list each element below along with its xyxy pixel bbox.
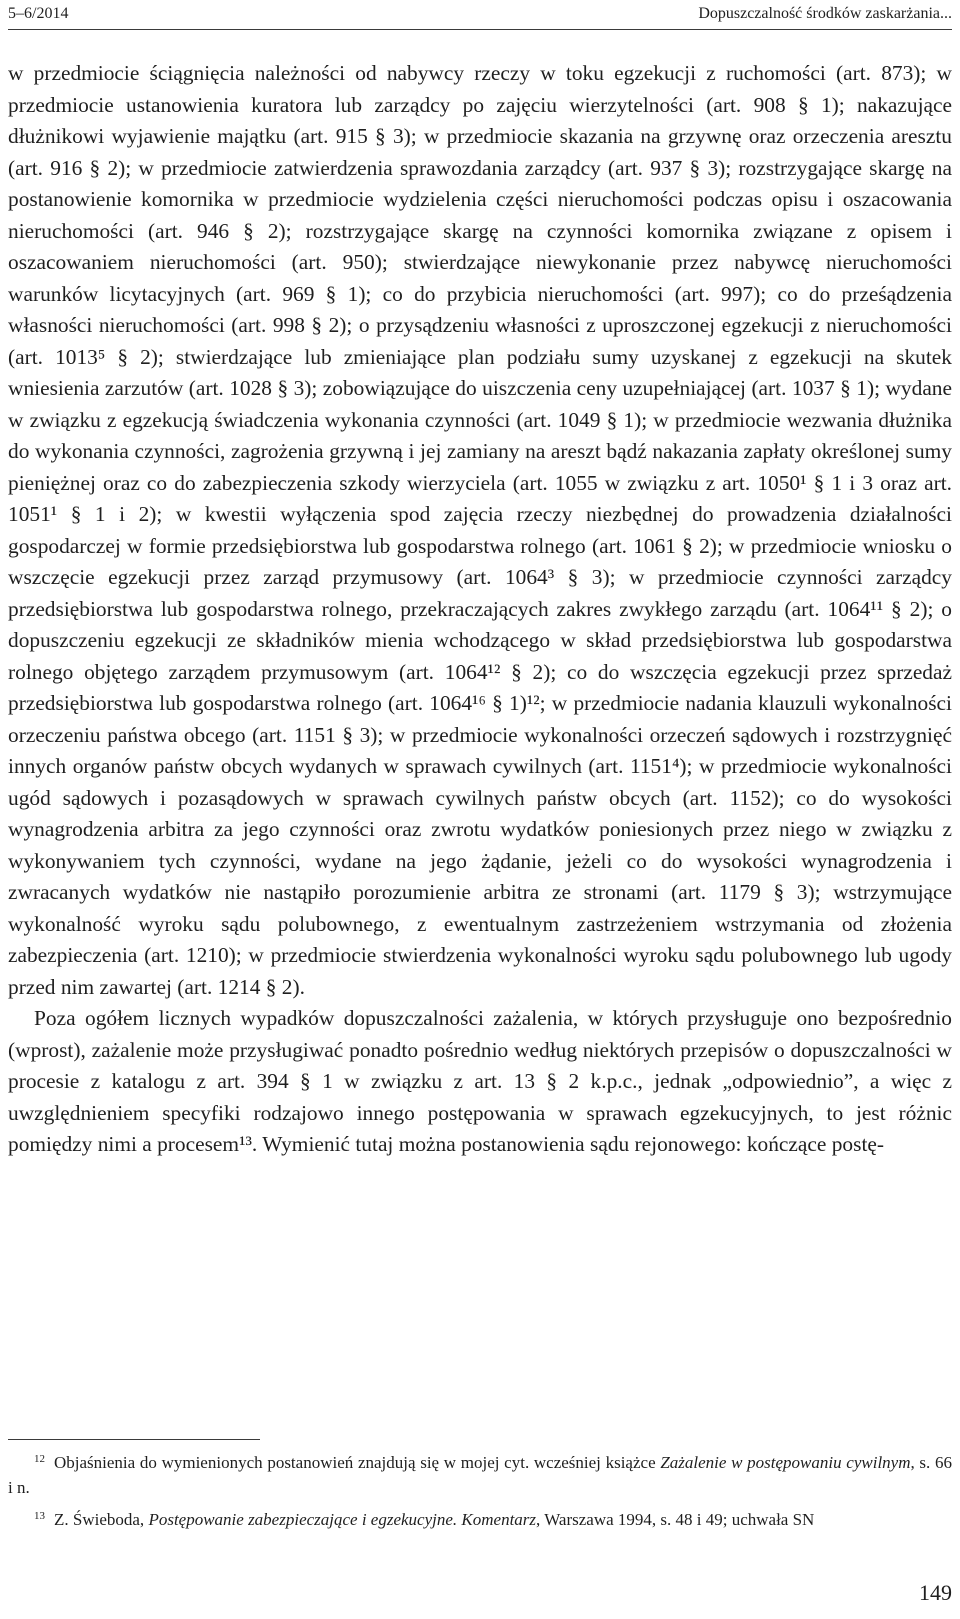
issue-number: 5–6/2014: [8, 5, 69, 22]
footnote-mark: 13: [34, 1510, 45, 1522]
running-header: [8, 0, 952, 30]
footnote-12: [8, 1447, 952, 1500]
footnote-separator: [8, 1439, 260, 1440]
main-text: [8, 58, 952, 1161]
footnote-text: , s. 66 i n.: [8, 1453, 952, 1497]
footnote-13: [8, 1504, 952, 1532]
footnote-text: , Warszawa 1994, s. 48 i 49; uchwała SN: [536, 1510, 815, 1529]
page-number: 149: [919, 1580, 952, 1605]
paragraph-1: w przedmiocie ściągnięcia należności od nabywcy rzeczy w toku egzekucji z ruchomości (art. 873); w przedmiocie ustanowienia kuratora lub zarządcy po zajęciu wierzytelności (art. 908 § 1); nakazujące dłużnikowi wyjawienie majątku (art. 915 § 3); w przedmiocie skazania na grzywnę oraz orzeczenia aresztu (art. 916 § 2); w przedmiocie zatwierdzenia sprawozdania zarządcy (art. 937 § 3); rozstrzygające skargę na postanowienie komornika w przedmiocie wydzielenia części nieruchomości podczas opisu i oszacowania nieruchomości (art. 946 § 2); rozstrzygające skargę na czynności komornika związane z opisem i oszacowaniem nieruchomości (art. 950); stwierdzające niewykonanie przez nabywcę nieruchomości warunków licytacyjnych (art. 969 § 1); co do przybicia nieruchomości (art. 997); co do prześądzenia własności nieruchomości (art. 998 § 2); o przysądzeniu własności z uproszczonej egzekucji z nieruchomości (art. 1013⁵ § 2); stwierdzające lub zmieniające plan podziału sumy uzyskanej z egzekucji na skutek wniesienia zarzutów (art. 1028 § 3); zobowiązujące do uiszczenia ceny uzupełniającej (art. 1037 § 1); wydane w związku z egzekucją świadczenia wykonania czynności (art. 1049 § 1); w przedmiocie wezwania dłużnika do wykonania czynności, zagrożenia grzywną i jej zamiany na areszt bądź nakazania zapłaty określonej sumy pieniężnej oraz co do zabezpieczenia szkody wierzyciela (art. 1055 w związku z art. 1050¹ § 1 i 3 oraz art. 1051¹ § 1 i 2); w kwestii wyłączenia spod zajęcia rzeczy niezbędnej do prowadzenia działalności gospodarczej w formie przedsiębiorstwa lub gospodarstwa rolnego (art. 1061 § 2); w przedmiocie wniosku o wszczęcie egzekucji przez zarząd przymusowy (art. 1064³ § 3); w przedmiocie czynności zarządcy przedsiębiorstwa lub gospodarstwa rolnego, przekraczających zakres zwykłego zarządu (art. 1064¹¹ § 2); o dopuszczeniu egzekucji ze składników mienia wchodzącego w skład przedsiębiorstwa lub gospodarstwa rolnego objętego zarządem przymusowym (art. 1064¹² § 2); co do wszczęcia egzekucji przez sprzedaż przedsiębiorstwa lub gospodarstwa rolnego (art. 1064¹⁶ § 1)¹²; w przedmiocie nadania klauzuli wykonalności orzeczeniu państwa obcego (art. 1151 § 3); w przedmiocie wykonalności orzeczeń sądowych i rozstrzygnięć innych organów państw obcych wydanych w sprawach cywilnych (art. 1151⁴); w przedmiocie wykonalności ugód sądowych i pozasądowych w sprawach cywilnych państw obcych (art. 1152); co do wysokości wynagrodzenia arbitra za jego czynności oraz zwrotu wydatków poniesionych przez niego w związku z wykonywaniem tych czynności, wydane na jego żądanie, jeżeli co do wysokości wynagrodzenia i zwracanych wydatków nie nastąpiło porozumienie arbitra ze stronami (art. 1179 § 3); wstrzymujące wykonalność wyroku sądu polubownego, z ewentualnym zastrzeżeniem wstrzymania od złożenia zabezpieczenia (art. 1210); w przedmiocie stwierdzenia wykonalności wyroku sądu polubownego lub ugody przed nim zawartej (art. 1214 § 2).: [8, 61, 952, 999]
cited-title: Postępowanie zabezpieczające i egzekucyjne. Komentarz: [148, 1510, 537, 1529]
running-title: Dopuszczalność środków zaskarżania...: [698, 5, 952, 22]
cited-title: Zażalenie w postępowaniu cywilnym: [660, 1453, 911, 1472]
footnote-mark: 12: [34, 1453, 45, 1465]
footnote-text: Z. Świeboda,: [54, 1510, 149, 1529]
paragraph-2: Poza ogółem licznych wypadków dopuszczalności zażalenia, w których przysługuje ono bezpośrednio (wprost), zażalenie może przysługiwać ponadto pośrednio według niektórych przepisów o dopuszczalności w procesie z katalogu z art. 394 § 1 w związku z art. 13 § 2 k.p.c., jednak „odpowiednio”, a więc z uwzględnieniem specyfiki rodzajowo innego postępowania w sprawach egzekucyjnych, to jest różnic pomiędzy nimi a procesem¹³. Wymienić tutaj można postanowienia sądu rejonowego: kończące postę-: [8, 1006, 952, 1156]
footnote-text: Objaśnienia do wymienionych postanowień znajdują się w mojej cyt. wcześniej książce: [54, 1453, 661, 1472]
footnotes: [8, 1447, 952, 1536]
